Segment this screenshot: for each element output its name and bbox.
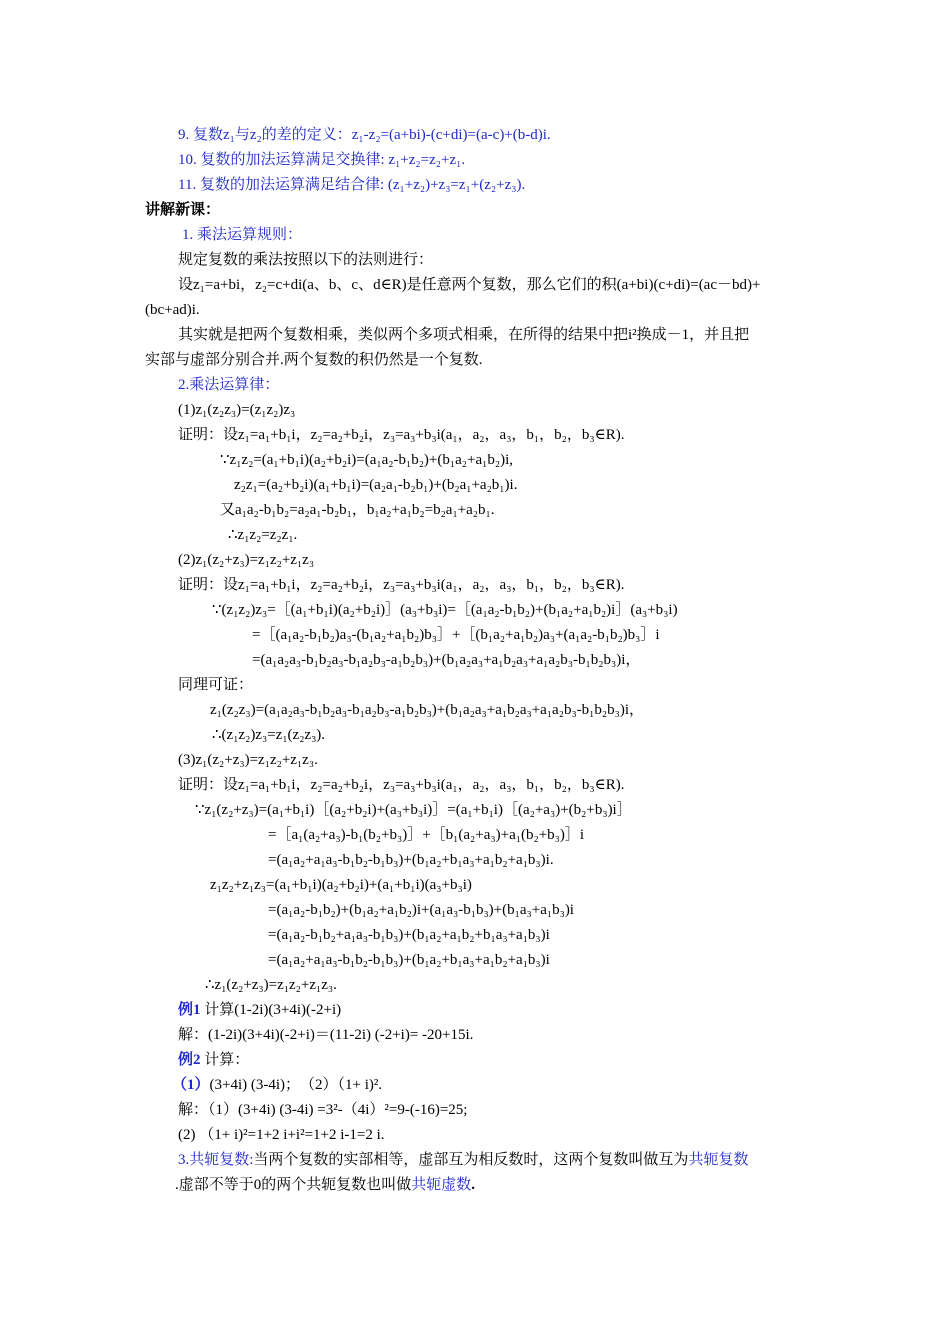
formula-line: 又a₁a₂-b₁b₂=a₂a₁-b₂b₁，b₁a₂+a₁b₂=b₂a₁+a₂b₁. [220,502,495,518]
formula-line: =(a₁a₂+a₁a₃-b₁b₂-b₁b₃)+(b₁a₂+b₁a₃+a₁b₂+a₁b₃)i. [268,852,554,868]
formula-line: 解：(1-2i)(3+4i)(-2+i)＝(11-2i) (-2+i)= -20+15i. [178,1027,474,1043]
formula-line: ∴z₁(z₂+z₃)=z₁z₂+z₁z₃. [205,977,337,993]
text-segment: .虚部不等于0的两个共轭复数也叫做 [175,1177,412,1193]
formula-line: =［(a₁a₂-b₁b₂)a₃-(b₁a₂+a₁b₂)b₃］+［(b₁a₂+a₁b₂)a₃+(a₁a₂-b₁b₂)b₃］i [252,627,660,643]
text-line: 规定复数的乘法按照以下的法则进行： [178,252,434,268]
text-line [175,1175,475,1195]
text-line [178,1150,748,1170]
text-segment: . [471,1177,476,1193]
text-line: 9. 复数z₁与z₂的差的定义：z₁-z₂=(a+bi)-(c+di)=(a-c)+(b-d)i. [178,127,551,143]
term-highlight: 共轭复数 [688,1152,749,1168]
formula-line: ∵(z₁z₂)z₃=［(a₁+b₁i)(a₂+b₂i)］(a₃+b₃i)=［(a₁a₂-b₁b₂)+(b₁a₂+a₁b₂)i］(a₃+b₃i) [212,602,678,618]
formula-line: (3)z₁(z₂+z₃)=z₁z₂+z₁z₃. [178,752,318,768]
formula-line: =(a₁a₂a₃-b₁b₂a₃-b₁a₂b₃-a₁b₂b₃)+(b₁a₂a₃+a₁b₂a₃+a₁a₂b₃-b₁b₂b₃)i， [252,652,641,668]
formula-line: 证明：设z₁=a₁+b₁i，z₂=a₂+b₂i，z₃=a₃+b₃i(a₁，a₂，a₃，b₁，b₂，b₃∈R). [178,577,625,593]
text-line: (bc+ad)i. [145,302,200,318]
formula-line: 解：（1）(3+4i) (3-4i) =3²-（4i）²=9-(-16)=25; [178,1102,468,1118]
text-line: 其实就是把两个复数相乘，类似两个多项式相乘，在所得的结果中把i²换成－1，并且把 [178,327,750,343]
formula-line: ∴(z₁z₂)z₃=z₁(z₂z₃). [212,727,326,743]
example-text: 计算(1-2i)(3+4i)(-2+i) [200,1002,342,1018]
example-label: 例1 [178,1002,201,1018]
formula-line: (2)z₁(z₂+z₃)=z₁z₂+z₁z₃ [178,552,315,568]
formula-line: 证明：设z₁=a₁+b₁i，z₂=a₂+b₂i，z₃=a₃+b₃i(a₁，a₂，a₃，b₁，b₂，b₃∈R). [178,427,625,443]
formula-line: =(a₁a₂-b₁b₂)+(b₁a₂+a₁b₂)i+(a₁a₃-b₁b₃)+(b₁a₃+a₁b₃)i [268,902,574,918]
subsection-heading: 2.乘法运算律： [178,377,280,393]
example-line [172,1075,382,1095]
example-line [178,1050,249,1070]
text-line: 实部与虚部分别合并.两个复数的积仍然是一个复数. [145,352,483,368]
term-highlight: 共轭虚数 [411,1177,472,1193]
subsection-heading: 1. 乘法运算规则： [182,227,303,243]
formula-line: ∴z₁z₂=z₂z₁. [228,527,298,543]
text-line: 设z₁=a+bi，z₂=c+di(a、b、c、d∈R)是任意两个复数，那么它们的积(a+bi)(c+di)=(ac－bd)+ [178,277,761,293]
text-line: 同理可证： [178,677,254,693]
formula-line: z₁z₂+z₁z₃=(a₁+b₁i)(a₂+b₂i)+(a₁+b₁i)(a₃+b₃i) [210,877,472,893]
text-segment: 当两个复数的实部相等，虚部互为相反数时，这两个复数叫做互为 [253,1152,689,1168]
formula-line: ∵z₁(z₂+z₃)=(a₁+b₁i)［(a₂+b₂i)+(a₃+b₃i)］=(a₁+b₁i)［(a₂+a₃)+(b₂+b₃)i］ [195,802,632,818]
formula-line: z₂z₁=(a₂+b₂i)(a₁+b₁i)=(a₂a₁-b₂b₁)+(b₂a₁+a₂b₁)i. [234,477,518,493]
formula-line: ∵z₁z₂=(a₁+b₁i)(a₂+b₂i)=(a₁a₂-b₁b₂)+(b₁a₂+a₁b₂)i, [220,452,513,468]
formula-line: =［a₁(a₂+a₃)-b₁(b₂+b₃)］+［b₁(a₂+a₃)+a₁(b₂+b₃)］i [268,827,585,843]
example-text: 计算： [200,1052,250,1068]
formula-line: (1)z₁(z₂z₃)=(z₁z₂)z₃ [178,402,296,418]
formula-line: =(a₁a₂-b₁b₂+a₁a₃-b₁b₃)+(b₁a₂+a₁b₂+b₁a₃+a₁b₃)i [268,927,550,943]
text-line: 11. 复数的加法运算满足结合律: (z₁+z₂)+z₃=z₁+(z₂+z₃). [178,177,526,193]
section-heading: 讲解新课： [145,202,221,218]
formula-line: 证明：设z₁=a₁+b₁i，z₂=a₂+b₂i，z₃=a₃+b₃i(a₁，a₂，a₃，b₁，b₂，b₃∈R). [178,777,625,793]
example-line [178,1000,341,1020]
text-line: 10. 复数的加法运算满足交换律: z₁+z₂=z₂+z₁. [178,152,466,168]
example-label: 例2 [178,1052,201,1068]
term-heading: 3.共轭复数: [178,1152,254,1168]
formula-line: (2) （1+ i)²=1+2 i+i²=1+2 i-1=2 i. [178,1127,385,1143]
example-text: (3+4i) (3-4i)； （2）（1+ i)². [209,1077,383,1093]
formula-line: =(a₁a₂+a₁a₃-b₁b₂-b₁b₃)+(b₁a₂+b₁a₃+a₁b₂+a₁b₃)i [268,952,550,968]
example-item-label: （1） [172,1077,210,1093]
formula-line: z₁(z₂z₃)=(a₁a₂a₃-b₁b₂a₃-b₁a₂b₃-a₁b₂b₃)+(b₁a₂a₃+a₁b₂a₃+a₁a₂b₃-b₁b₂b₃)i， [210,702,645,718]
